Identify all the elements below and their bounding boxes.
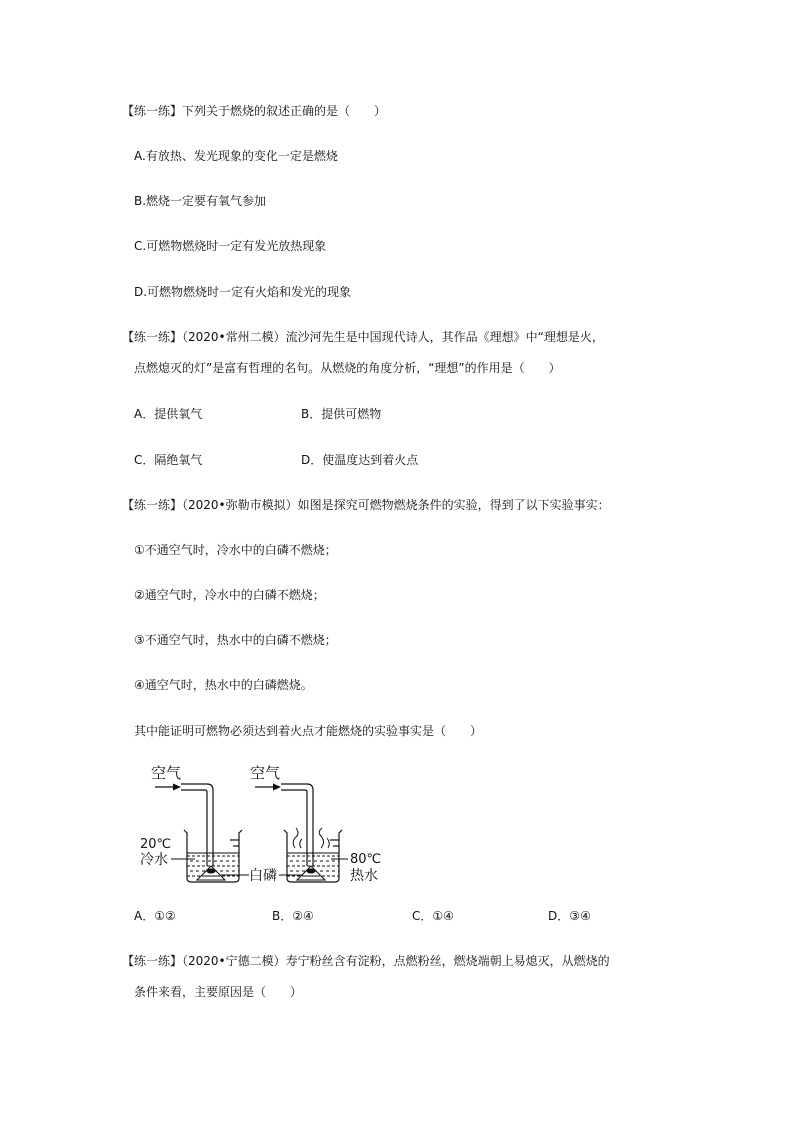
question-2-stem-line-2: 点燃熄灭的灯”是富有哲理的名句。从燃烧的角度分析，“理想”的作用是（ ） (134, 361, 561, 375)
air-label-right: 空气 (250, 764, 281, 782)
question-1-option-d: D.可燃物燃烧时一定有火焰和发光的现象 (134, 285, 352, 299)
question-4-stem-line-2: 条件来看，主要原因是（ ） (134, 985, 303, 999)
question-2-option-c: C．隔绝氧气 (134, 453, 203, 467)
question-3-option-c: C．①④ (412, 909, 454, 923)
question-1-option-b: B.燃烧一定要有氧气参加 (134, 194, 267, 208)
air-tube-left (181, 784, 213, 866)
question-1-stem: 【练一练】下列关于燃烧的叙述正确的是（ ） (122, 104, 387, 118)
question-1-option-c: C.可燃物燃烧时一定有发光放热现象 (134, 239, 327, 253)
question-3-fact-3: ③不通空气时，热水中的白磷不燃烧； (134, 633, 337, 647)
flame-wisps (293, 828, 329, 848)
hot-temperature-label: 80℃ (350, 852, 382, 867)
cold-water-label: 冷水 (140, 852, 168, 868)
air-arrow-left (155, 784, 181, 791)
question-1-option-a: A.有放热、发光现象的变化一定是燃烧 (134, 149, 338, 163)
question-3-stem: 【练一练】（2020•弥勒市模拟）如图是探究可燃物燃烧条件的实验，得到了以下实验事实： (122, 498, 610, 512)
question-3-option-a: A．①② (134, 909, 176, 923)
question-3-option-b: B．②④ (272, 909, 314, 923)
question-3-option-d: D．③④ (548, 909, 591, 923)
question-3-fact-2: ②通空气时，冷水中的白磷不燃烧； (134, 588, 325, 602)
question-3-fact-1: ①不通空气时，冷水中的白磷不燃烧； (134, 543, 337, 557)
air-label-left: 空气 (151, 764, 182, 782)
question-3-fact-4: ④通空气时，热水中的白磷燃烧。 (134, 678, 313, 692)
experiment-figure (135, 758, 395, 893)
question-2-option-b: B．提供可燃物 (301, 407, 382, 421)
phosphorus-hot (297, 866, 325, 880)
air-tube-right (281, 784, 313, 866)
cold-temperature-label: 20℃ (140, 837, 172, 852)
phosphorus-label: 白磷 (249, 868, 277, 884)
hot-water-label: 热水 (350, 868, 378, 884)
question-4-stem-line-1: 【练一练】（2020•宁德二模）寿宁粉丝含有淀粉，点燃粉丝，燃烧端朝上易熄灭，从燃烧的 (122, 954, 610, 968)
question-2-option-d: D．使温度达到着火点 (301, 453, 419, 467)
question-3-question: 其中能证明可燃物必须达到着火点才能燃烧的实验事实是（ ） (134, 724, 483, 738)
question-2-stem-line-1: 【练一练】（2020•常州二模）流沙河先生是中国现代诗人，其作品《理想》中“理想是火， (122, 330, 604, 344)
air-arrow-right (255, 784, 281, 791)
question-2-option-a: A．提供氧气 (134, 407, 203, 421)
phosphorus-cold (197, 866, 225, 880)
